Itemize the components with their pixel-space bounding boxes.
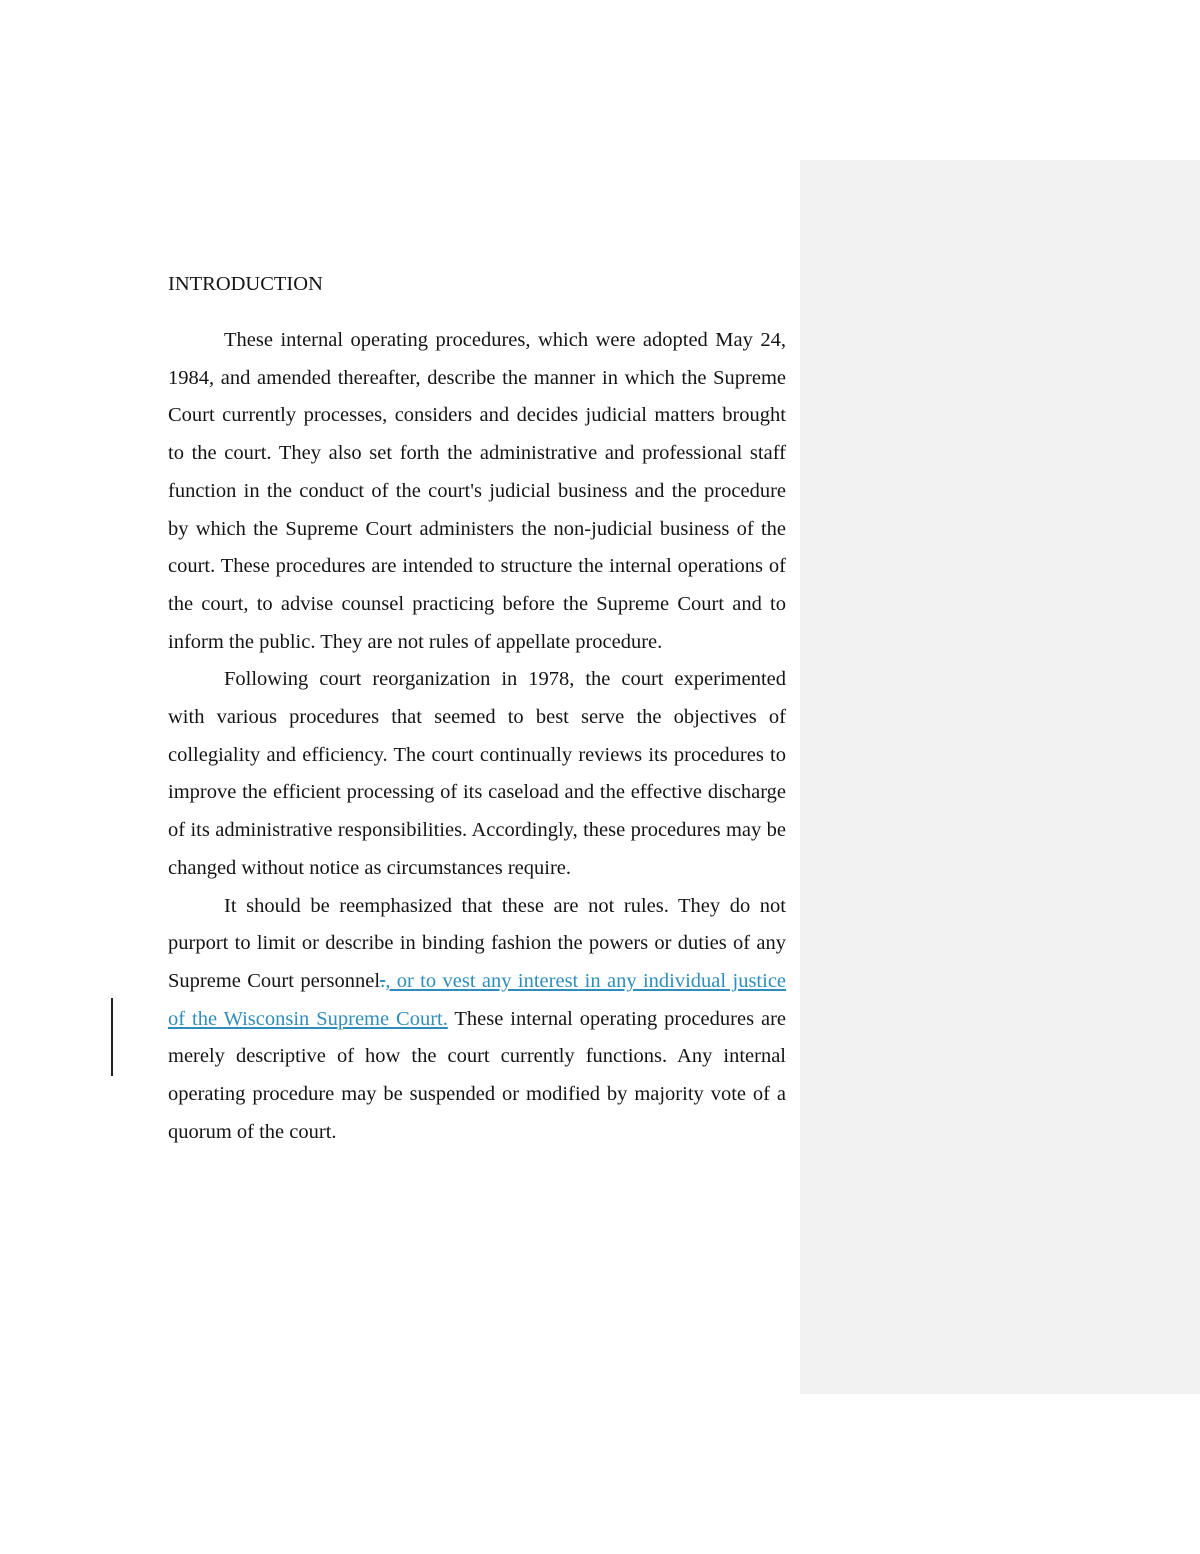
inserted-text[interactable]: , or to vest any interest in any individual justice of the Wisconsin Supreme Court. <box>168 969 787 1030</box>
change-bar <box>111 998 113 1076</box>
paragraph-1[interactable]: These internal operating procedures, which were adopted May 24, 1984, and amended thereafter, describe the manner in which the Supreme Court currently processes, considers and decides judicial matters brought to the court. They also set forth the administrative and professional staff function in the conduct of the court's judicial business and the procedure by which the Supreme Court administers the non-judicial business of the court. These procedures are intended to structure the internal operations of the court, to advise counsel practicing before the Supreme Court and to inform the public. They are not rules of appellate procedure. <box>168 329 786 653</box>
paragraph-3-before: It should be reemphasized that these are not rules. They do not purport to limit or describe in binding fashion the powers or duties of any Supreme Court personnel <box>168 894 786 992</box>
paragraph-2[interactable]: Following court reorganization in 1978, the court experimented with various procedures that seemed to best serve the objectives of collegiality and efficiency. The court continually reviews its procedures to improve the efficient processing of its caseload and the effective discharge of its administrative responsibilities. Accordingly, these procedures may be changed without notice as circumstances require. <box>168 668 786 879</box>
paragraph-3[interactable] <box>168 888 786 1152</box>
page-title: INTRODUCTION <box>168 273 323 295</box>
paragraph-3-after: These internal operating procedures are merely descriptive of how the court currently functions. Any internal operating procedure may be suspended or modified by majority vote of a quorum of the court. <box>168 1007 786 1143</box>
comment-pane <box>800 160 1200 1394</box>
document-body <box>168 264 786 1151</box>
deleted-text[interactable]: . <box>380 969 386 992</box>
